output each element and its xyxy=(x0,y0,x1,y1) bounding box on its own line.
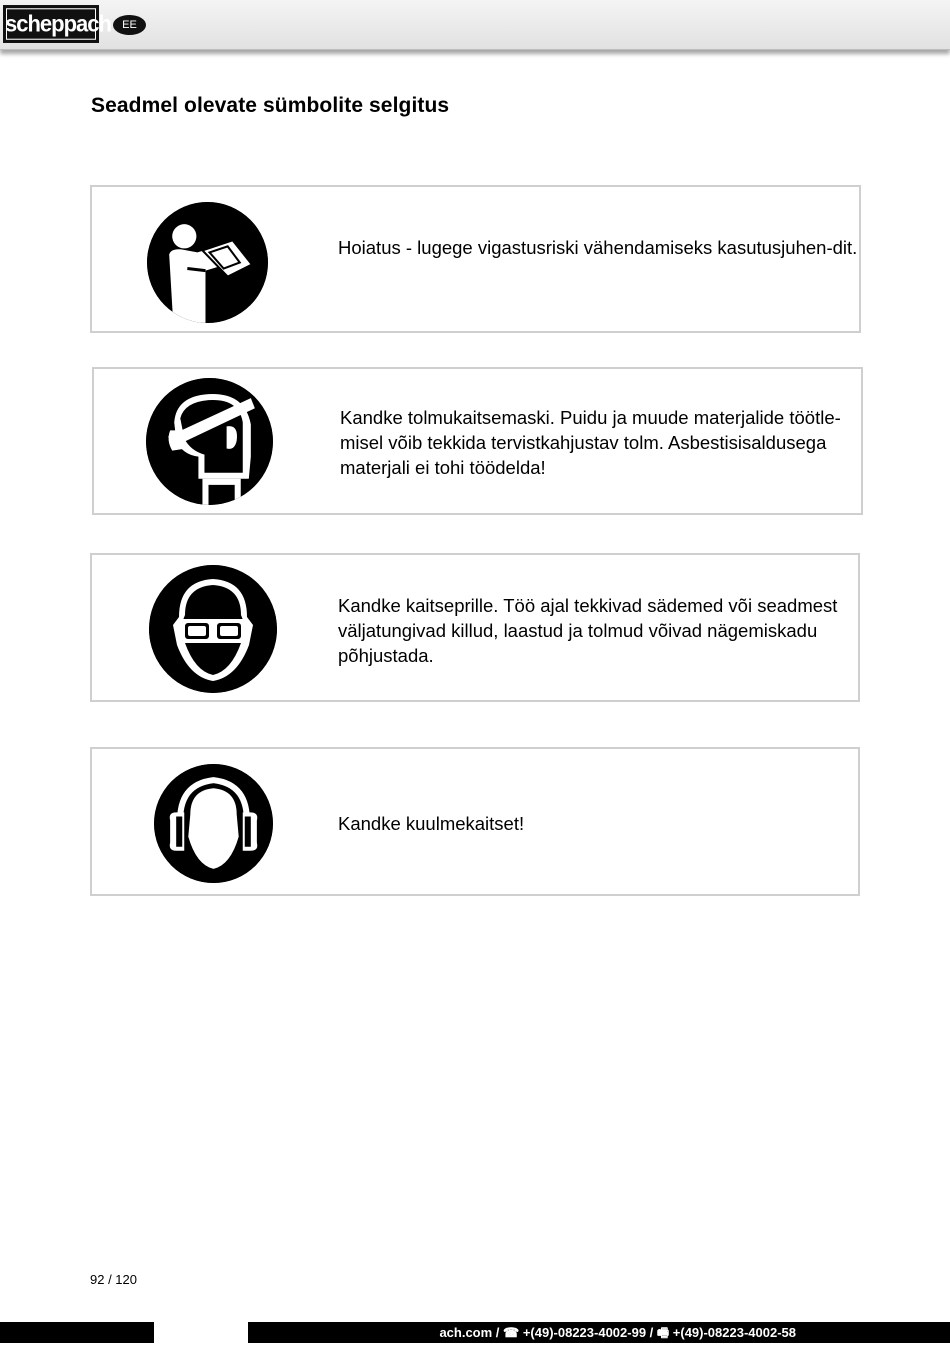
symbol-text: Kandke kaitseprille. Töö ajal tekkivad sädemed või seadmest väljatungivad killud, laastud ja tolmud võivad nägemiskadu põhjustada. xyxy=(338,595,838,666)
symbol-box-read-manual xyxy=(90,185,861,333)
symbol-text: Kandke tolmukaitsemaski. Puidu ja muude materjalide töötle-misel võib tekkida tervistkahjustav tolm. Asbestisisaldusega materjali ei tohi töödelda! xyxy=(340,407,841,478)
symbol-box-ear-protection xyxy=(90,747,860,896)
brand-logo: scheppach xyxy=(3,5,99,43)
read-manual-icon xyxy=(147,202,268,323)
symbol-text: Hoiatus - lugege vigastusriski vähendamiseks kasutusjuhen-dit. xyxy=(338,237,858,258)
symbol-box-dust-mask xyxy=(92,367,863,515)
page-title: Seadmel olevate sümbolite selgitus xyxy=(91,94,450,117)
symbol-text: Kandke kuulmekaitset! xyxy=(338,813,525,834)
page-number: 92 / 120 xyxy=(90,1272,137,1287)
ear-protection-icon xyxy=(154,764,273,883)
language-badge: EE xyxy=(113,15,146,35)
safety-goggles-icon xyxy=(149,565,277,693)
header-bar xyxy=(0,0,950,50)
footer-bar xyxy=(0,1322,950,1343)
dust-mask-icon xyxy=(146,378,273,505)
symbol-box-safety-goggles xyxy=(90,553,860,702)
footer-gap xyxy=(154,1322,248,1343)
footer-contact: ach.com / ☎ +(49)-08223-4002-99 / 🖷 +(49)-08223-4002-58 xyxy=(439,1325,796,1340)
